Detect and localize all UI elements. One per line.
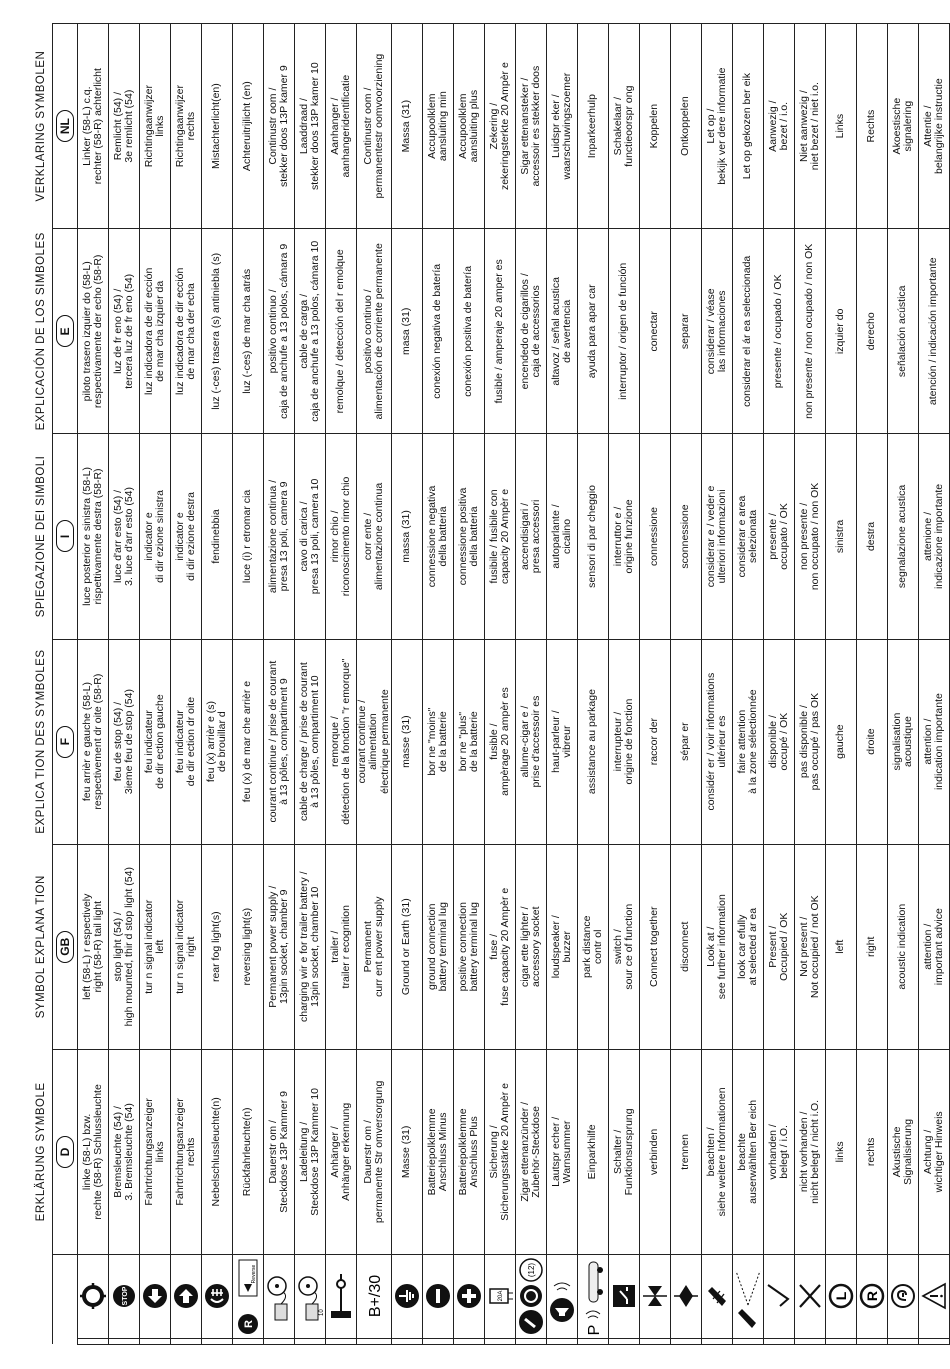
acoustic-icon [887, 1254, 918, 1338]
b30-icon [357, 1254, 392, 1338]
cell-f: courant continue / prise de courant à 13 pôles, compartiment 9 [264, 639, 295, 844]
right-indicator-icon [171, 1254, 202, 1338]
table-row [546, 24, 577, 1345]
cell-i: attenione / indicazione importante [918, 434, 949, 639]
table-row [825, 24, 856, 1345]
fuse-label: 20A [497, 1291, 504, 1302]
cell-nl: Linker (58-L) c.q. rechter (58-R) achterlicht [78, 24, 109, 229]
header-i: SPIEGAZIONE DEI SIMBOLI [30, 434, 53, 639]
table-row [264, 24, 295, 1345]
cell-e: conexión negativa de batería [422, 229, 453, 434]
cell-gb: Present / Occupied / OK [763, 844, 794, 1049]
cell-nl: Schakelaar / functieoorspr ong [608, 24, 639, 229]
cell-nl: Richtingaanwijzer rechts [171, 24, 202, 229]
cell-d: Lautspr echer / Warnsummer [546, 1049, 577, 1254]
cell-d: Zigar ettenanzünder / Zubehör-Steckdose [515, 1049, 546, 1254]
table-row [763, 24, 794, 1345]
cell-gb: loudspeaker / buzzer [546, 844, 577, 1049]
cell-i: sensori di par cheggio [577, 434, 608, 639]
right-label: R [863, 1291, 880, 1302]
cell-i: rimor chio / riconoscimento rimor chio [326, 434, 357, 639]
cell-f: allume-cigar e / prise d'accessoir es [515, 639, 546, 844]
header-f: EXPLICA TION DES SYMBOLES [30, 639, 53, 844]
cell-e: encendedo de cigarillos / caja de accessorios [515, 229, 546, 434]
cell-nl: Links [825, 24, 856, 229]
cell-d: nicht vorhanden / nicht belegt / nicht i.O. [794, 1049, 825, 1254]
park-distance-icon [577, 1254, 608, 1338]
cell-gb: park distance contr ol [577, 844, 608, 1049]
table-row [639, 24, 670, 1345]
cell-gb: look car efully at selected ar ea [732, 844, 763, 1049]
cell-i: considerar e / veder e ulteriori informazioni [701, 434, 732, 639]
cell-f: interrupteur / origine de fonction [608, 639, 639, 844]
cell-e: considerar el ár ea seleccionada [732, 229, 763, 434]
symbol-table [30, 23, 950, 1345]
header-e: EXPLICACIÓN DE LOS SIMBOLES [30, 229, 53, 434]
cell-d: Dauerstr om / permanente Str omversorgung [357, 1049, 392, 1254]
cell-f: droite [856, 639, 887, 844]
cell-i: luce (i) r etromar cia [233, 434, 264, 639]
cell-nl: Koppelen [639, 24, 670, 229]
ground-icon [391, 1254, 422, 1338]
cell-d: links [825, 1049, 856, 1254]
table-row [453, 24, 484, 1345]
connect-icon [639, 1254, 670, 1338]
table-row [515, 24, 546, 1345]
cell-e: izquier do [825, 229, 856, 434]
cell-d: verbinden [639, 1049, 670, 1254]
cell-e: piloto trasero izquier do (58-L) respectivamente der echo (58-R) [78, 229, 109, 434]
table-row [326, 24, 357, 1345]
svg-text:R: R [243, 1320, 255, 1329]
cell-e: positivo continuo / alimentación de corriente permanente [357, 229, 392, 434]
right-circle-icon [856, 1254, 887, 1338]
cell-i: fusibile / fusibile con capacity 20 Ampèr e [484, 434, 515, 639]
cell-i: luce posterior e sinistra (58-L) rispettivamente destra (58-R) [78, 434, 109, 639]
cell-nl: Niet aanwezig / niet bezet / niet i.o. [794, 24, 825, 229]
cell-nl: Sigar ettenansteker / accessoir es stekker doos [515, 24, 546, 229]
cell-nl: Ontkoppelen [670, 24, 701, 229]
not-present-cross-icon [794, 1254, 825, 1338]
fuse-alt-label: (12) [526, 1263, 536, 1278]
table-row [140, 24, 171, 1345]
cell-e: luz de fr eno (54) / tercera luz de fr eno (54) [109, 229, 140, 434]
cell-gb: right [856, 844, 887, 1049]
fuse-icon [484, 1254, 515, 1338]
cell-nl: Zekering / zekeringsterkte 20 Ampèr e [484, 24, 515, 229]
cell-gb: left [825, 844, 856, 1049]
table-row [233, 24, 264, 1345]
cell-e: considerar / véase las informaciones [701, 229, 732, 434]
cell-e: altavoz / señal acustica de avertencia [546, 229, 577, 434]
table-row [171, 24, 202, 1345]
cell-gb: tur n signal indicator left [140, 844, 171, 1049]
table-row [109, 24, 140, 1345]
cell-nl: Inparkeerhulp [577, 24, 608, 229]
cell-nl: Aanwezig / bezet / i.o. [763, 24, 794, 229]
cell-d: trennen [670, 1049, 701, 1254]
cell-d: Achtung / wichtiger Hinweis [918, 1049, 949, 1254]
cell-gb: fuse / fuse capacity 20 Ampèr e [484, 844, 515, 1049]
loudspeaker-icon [546, 1254, 577, 1338]
reverse-light-icon [233, 1254, 264, 1338]
cell-i: segnalazione acustica [887, 434, 918, 639]
cell-gb: tur n signal indicator right [171, 844, 202, 1049]
badge-d: D [56, 1136, 74, 1168]
cell-nl: Rechts [856, 24, 887, 229]
cell-nl: Akoestische signalering [887, 24, 918, 229]
left-indicator-icon [140, 1254, 171, 1338]
cell-e: positivo continuo / caja de anchufe a 13 polos, cámara 9 [264, 229, 295, 434]
cell-e: luz (-ces) trasera (s) antiniebla (s) [202, 229, 233, 434]
cell-i: cavo di carica / presa 13 poli, camera 10 [295, 434, 326, 639]
cell-d: Akustische Signalisierung [887, 1049, 918, 1254]
cell-d: Fahrtrichtungsanzeiger links [140, 1049, 171, 1254]
cell-i: interruttor e / origine funzione [608, 434, 639, 639]
cell-d: Sicherung / Sicherungsstärke 20 Ampèr e [484, 1049, 515, 1254]
cell-d: Einparkhilfe [577, 1049, 608, 1254]
cell-f: bor ne "moins" de la batterie [422, 639, 453, 844]
cell-gb: trailer / trailer r ecognition [326, 844, 357, 1049]
cell-i: indicator e di dir ezione destra [171, 434, 202, 639]
cell-e: derecho [856, 229, 887, 434]
badge-gb: GB [56, 931, 74, 963]
cell-d: Schalter / Funktionsursprung [608, 1049, 639, 1254]
cell-d: linke (58-L) bzw. rechte (58-R) Schlussleuchte [78, 1049, 109, 1254]
cell-f: remorque / détection de la fonction "r emorque" [326, 639, 357, 844]
left-circle-icon [825, 1254, 856, 1338]
table-row [887, 24, 918, 1345]
cell-i: non presente / non occupato / non OK [794, 434, 825, 639]
cell-i: connessione negativa della batteria [422, 434, 453, 639]
header-nl: VERKLARING SYMBOLEN [30, 24, 53, 229]
cell-gb: Connect together [639, 844, 670, 1049]
cell-i: indicator e di dir ezione sinistra [140, 434, 171, 639]
cell-f: gauche [825, 639, 856, 844]
table-row [78, 24, 109, 1345]
cell-e: señalación acústica [887, 229, 918, 434]
cell-gb: disconnect [670, 844, 701, 1049]
table-row [608, 24, 639, 1345]
table-row [391, 24, 422, 1345]
cell-e: interruptor / origen de función [608, 229, 639, 434]
rear-fog-light-icon [202, 1254, 233, 1338]
badge-nl: NL [56, 110, 74, 142]
cell-nl: Laaddraad / stekker doos 13P kamer 10 [295, 24, 326, 229]
cell-e: atención / indicación importante [918, 229, 949, 434]
cell-e: non presente / non ocupado / non OK [794, 229, 825, 434]
cell-e: ayuda para apar car [577, 229, 608, 434]
disconnect-icon [670, 1254, 701, 1338]
cell-i: sinistra [825, 434, 856, 639]
cell-f: fusible / ampèrage 20 ampèr es [484, 639, 515, 844]
cell-gb: charging wir e for trailer battery / 13pin socket, chamber 10 [295, 844, 326, 1049]
badge-i: I [56, 520, 74, 552]
cell-f: feu indicateur de dir ection dr oite [171, 639, 202, 844]
table-row [918, 24, 949, 1345]
cell-gb: Not present / Not occupied / not OK [794, 844, 825, 1049]
badge-e: E [56, 315, 74, 347]
cell-nl: Luidspr eker / waarschuwingszoemer [546, 24, 577, 229]
cell-e: fusible / amperaje 20 amper es [484, 229, 515, 434]
cell-f: masse (31) [391, 639, 422, 844]
cell-f: haut-parleur / vibreur [546, 639, 577, 844]
cell-gb: Permanent power supply / 13pin socket, chamber 9 [264, 844, 295, 1049]
cell-nl: Achteruitrijlicht (en) [233, 24, 264, 229]
cell-d: vorhanden / belegt / i.O. [763, 1049, 794, 1254]
cell-nl: Let op gekozen ber eik [732, 24, 763, 229]
cell-f: signalisation acoustique [887, 639, 918, 844]
cell-d: beachte auserwählten Ber eich [732, 1049, 763, 1254]
table-row [577, 24, 608, 1345]
cell-d: beachten / siehe weitere Informationen [701, 1049, 732, 1254]
cell-d: Dauerstr om / Steckdose 13P Kammer 9 [264, 1049, 295, 1254]
cell-f: feu (x) arrièr e (s) de brouillar d [202, 639, 233, 844]
table-row [357, 24, 392, 1345]
cell-nl: Aanhanger / aanhangeridentificatie [326, 24, 357, 229]
selected-area-icon [732, 1254, 763, 1338]
cell-f: considér er / voir informations ultérieur es [701, 639, 732, 844]
cell-gb: cigar ette lighter / accessory socket [515, 844, 546, 1049]
cell-gb: left (58-L) r espectively right (58-R) tail light [78, 844, 109, 1049]
cell-gb: rear fog light(s) [202, 844, 233, 1049]
table-row [202, 24, 233, 1345]
left-label: L [832, 1292, 849, 1301]
cell-f: attention / indication importante [918, 639, 949, 844]
table-row [794, 24, 825, 1345]
cigar-lighter-icon [515, 1254, 546, 1338]
cell-gb: Permanent curr ent power supply [357, 844, 392, 1049]
cell-d: Fahrtrichtungsanzeiger rechts [171, 1049, 202, 1254]
cell-d: Rückfahrleuchte(n) [233, 1049, 264, 1254]
table-row [422, 24, 453, 1345]
cell-nl: Attentie / belangrijke instructie [918, 24, 949, 229]
cell-i: massa (31) [391, 434, 422, 639]
trailer-icon [326, 1254, 357, 1338]
cell-d: Ladeleitung / Steckdose 13P Kammer 10 [295, 1049, 326, 1254]
cell-nl: Accupoolklem aansluiting min [422, 24, 453, 229]
cell-i: connessione [639, 434, 670, 639]
cell-e: cable de carga / caja de anchufe a 13 polos, cámara 10 [295, 229, 326, 434]
stop-label: STOP [122, 1287, 129, 1306]
cell-i: sconnessione [670, 434, 701, 639]
permanent-supply-icon [264, 1254, 295, 1338]
cell-i: destra [856, 434, 887, 639]
minus-icon [422, 1254, 453, 1338]
cell-gb: stop light (54) / high mounted, thir d stop light (54) [109, 844, 140, 1049]
cell-f: cable de charge / prise de courant à 13 pôles, compartiment 10 [295, 639, 326, 844]
cell-nl: Let op / bekijk ver dere informatie [701, 24, 732, 229]
header-d: ERKLÄRUNG SYMBOLE [30, 1049, 53, 1254]
cell-gb: attention / important advice [918, 844, 949, 1049]
cell-nl: Mistachterlicht(en) [202, 24, 233, 229]
header-gb: SYMBOL EXPLANA TION [30, 844, 53, 1049]
cell-i: considerar e area selezionata [732, 434, 763, 639]
table-row [701, 24, 732, 1345]
badge-f: F [56, 726, 74, 758]
cell-e: luz indicadora de dir ección de mar cha der echa [171, 229, 202, 434]
cell-e: luz indicadora de dir ección de mar cha izquier da [140, 229, 171, 434]
cell-e: remolque / detección del r emolque [326, 229, 357, 434]
cell-d: Batteriepolklemme Anschluss Minus [422, 1049, 453, 1254]
cell-f: courant continue / alimentation électrique permanente [357, 639, 392, 844]
cell-i: fendinebbia [202, 434, 233, 639]
cell-gb: positive connection battery terminal lug [453, 844, 484, 1049]
cell-e: presente / ocupado / OK [763, 229, 794, 434]
cell-i: autoparlante / cicalino [546, 434, 577, 639]
plus-icon [453, 1254, 484, 1338]
present-check-icon [763, 1254, 794, 1338]
cell-f: pas disponible / pas occupé / pas OK [794, 639, 825, 844]
table-row [670, 24, 701, 1345]
cell-d: Masse (31) [391, 1049, 422, 1254]
cell-f: sépar er [670, 639, 701, 844]
cell-gb: Look at / see further information [701, 844, 732, 1049]
table-row [484, 24, 515, 1345]
warning-triangle-icon [918, 1254, 949, 1338]
tail-light-icon [78, 1254, 109, 1338]
cell-i: luce d'arr esto (54) / 3. luce d'arr esto (54) [109, 434, 140, 639]
switch-icon [608, 1254, 639, 1338]
cell-f: bor ne "plus" de la batterie [453, 639, 484, 844]
cell-f: disponible / occupé / OK [763, 639, 794, 844]
cell-gb: reversing light(s) [233, 844, 264, 1049]
cell-nl: Massa (31) [391, 24, 422, 229]
cell-e: conexión positiva de batería [453, 229, 484, 434]
cell-e: conectar [639, 229, 670, 434]
cell-f: feu indicateur de dir ection gauche [140, 639, 171, 844]
cell-gb: Ground or Earth (31) [391, 844, 422, 1049]
park-label: P [585, 1324, 603, 1336]
cell-nl: Remlicht (54) / 3e remlicht (54) [109, 24, 140, 229]
cell-d: Nebelschlussleuchte(n) [202, 1049, 233, 1254]
cell-nl: Accupoolklem aansluiting plus [453, 24, 484, 229]
cell-f: faire attention à la zone sélectionnée [732, 639, 763, 844]
cell-f: feu arrièr e gauche (58-L) respectivement dr oite (58-R) [78, 639, 109, 844]
cell-i: connessione positiva della batteria [453, 434, 484, 639]
svg-text:10: 10 [319, 1309, 325, 1317]
cell-d: Batteriepolklemme Anschluss Plus [453, 1049, 484, 1254]
cell-d: Bremsleuchte (54) / 3. Bremsleuchte (54) [109, 1049, 140, 1254]
cell-nl: Continustr oom / stekker doos 13P kamer 9 [264, 24, 295, 229]
cell-nl: Continustr oom / permanentestr oomvoorziening [357, 24, 392, 229]
table-row [732, 24, 763, 1345]
cell-i: accendisigari / presa accessori [515, 434, 546, 639]
cell-d: Anhänger / Anhänger erkennung [326, 1049, 357, 1254]
cell-e: masa (31) [391, 229, 422, 434]
cell-e: separar [670, 229, 701, 434]
cell-gb: switch / sour ce of function [608, 844, 639, 1049]
cell-i: presente / occupato / OK [763, 434, 794, 639]
cell-nl: Richtingaanwijzer links [140, 24, 171, 229]
reverse-label: Reverse [251, 1265, 257, 1284]
cell-f: assistance au parkage [577, 639, 608, 844]
look-at-icon [701, 1254, 732, 1338]
cell-e: luz (-ces) de mar cha atrás [233, 229, 264, 434]
charging-wire-icon [295, 1254, 326, 1338]
cell-f: raccor der [639, 639, 670, 844]
table-row [856, 24, 887, 1345]
table-row [295, 24, 326, 1345]
cell-d: rechts [856, 1049, 887, 1254]
cell-gb: acoustic indication [887, 844, 918, 1049]
stop-light-icon [109, 1254, 140, 1338]
cell-f: feu de stop (54) / 3ieme feu de stop (54) [109, 639, 140, 844]
cell-f: feu (x) de mar che arrièr e [233, 639, 264, 844]
cell-i: alimentazione continua / presa 13 poli, camera 9 [264, 434, 295, 639]
cell-i: corr ente / alimentazione continua [357, 434, 392, 639]
cell-gb: ground connection battery terminal lug [422, 844, 453, 1049]
b30-label: B+/30 [366, 1275, 384, 1318]
